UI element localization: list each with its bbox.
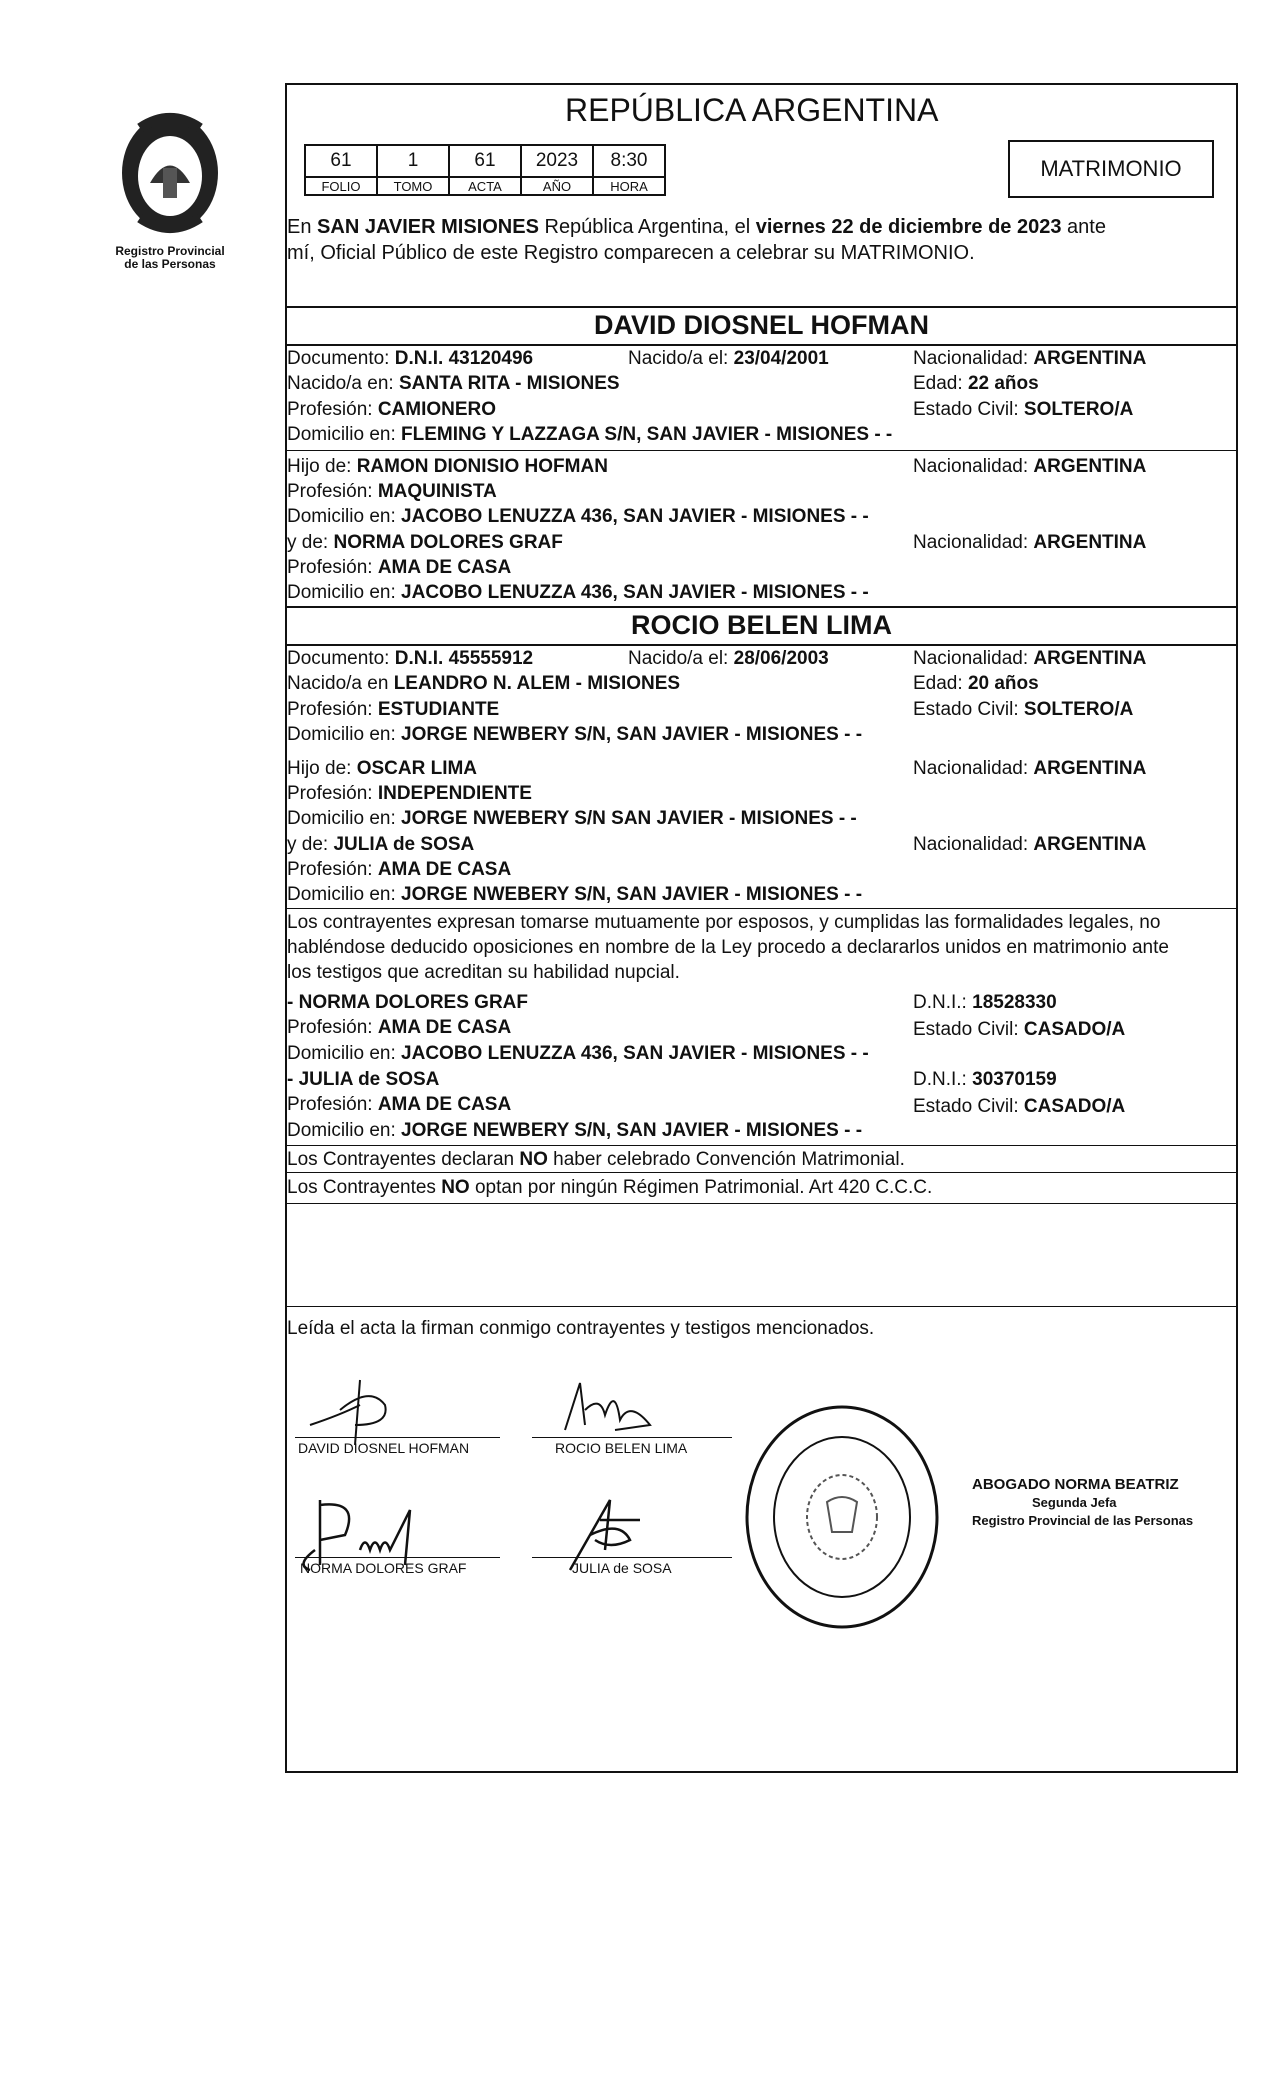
spouse2-father-profession: Profesión: INDEPENDIENTE	[287, 783, 532, 804]
spouse1-profession: Profesión: CAMIONERO	[287, 399, 497, 420]
spouse1-mother-nat: Nacionalidad: ARGENTINA	[913, 532, 1147, 553]
spouse1-doc: Documento: D.N.I. 43120496	[287, 348, 534, 369]
folio-value: 61	[305, 145, 377, 177]
spouse2-born: Nacido/a el: 28/06/2003	[628, 648, 829, 669]
spouse2-mother-nat: Nacionalidad: ARGENTINA	[913, 834, 1147, 855]
spouse2-signature-line	[532, 1437, 732, 1438]
witness1-signature-label: NORMA DOLORES GRAF	[300, 1560, 467, 1576]
province-emblem-icon	[105, 108, 235, 238]
witness2-signature-label: JULIA de SOSA	[572, 1560, 672, 1576]
year-caption: AÑO	[521, 177, 593, 195]
spouse2-signature-icon	[555, 1375, 665, 1440]
witness1-profession: Profesión: AMA DE CASA	[287, 1017, 512, 1038]
spouse1-name: DAVID DIOSNEL HOFMAN	[593, 310, 929, 340]
witness2-dni: D.N.I.: 30370159	[913, 1069, 1057, 1090]
divider	[285, 908, 1238, 909]
witness1-name: - NORMA DOLORES GRAF	[287, 992, 529, 1013]
spouse2-mother-profession: Profesión: AMA DE CASA	[287, 859, 512, 880]
hour-value: 8:30	[593, 145, 665, 177]
witness2-address: Domicilio en: JORGE NEWBERY S/N, SAN JAVIER - MISIONES - -	[287, 1120, 863, 1141]
declaration-line-2: habléndose deducido oposiciones en nombre de la Ley procedo a declararlos unidos en matrimonio ante	[287, 937, 1169, 958]
tomo-value: 1	[377, 145, 449, 177]
year-value: 2023	[521, 145, 593, 177]
officer-stamp	[972, 1476, 1193, 1530]
spouse2-civil: Estado Civil: SOLTERO/A	[913, 699, 1134, 720]
regime-line-2: Los Contrayentes NO optan por ningún Régimen Patrimonial. Art 420 C.C.C.	[287, 1177, 933, 1198]
intro-line-1: En SAN JAVIER MISIONES República Argentina, el viernes 22 de diciembre de 2023 ante	[287, 216, 1106, 238]
spouse2-address: Domicilio en: JORGE NEWBERY S/N, SAN JAVIER - MISIONES - -	[287, 724, 863, 745]
folio-caption: FOLIO	[305, 177, 377, 195]
declaration-line-1: Los contrayentes expresan tomarse mutuamente por esposos, y cumplidas las formalidades legales, no	[287, 912, 1161, 933]
divider	[285, 1172, 1238, 1173]
act-type-box	[1008, 140, 1214, 198]
spouse1-born: Nacido/a el: 23/04/2001	[628, 348, 829, 369]
spouse1-signature-icon	[300, 1375, 420, 1450]
divider	[285, 450, 1238, 451]
spouse2-father-address: Domicilio en: JORGE NWEBERY S/N SAN JAVIER - MISIONES - -	[287, 808, 857, 829]
hour-caption: HORA	[593, 177, 665, 195]
spouse2-father-nat: Nacionalidad: ARGENTINA	[913, 758, 1147, 779]
spouse1-address: Domicilio en: FLEMING Y LAZZAGA S/N, SAN JAVIER - MISIONES - -	[287, 424, 893, 445]
spouse2-profession: Profesión: ESTUDIANTE	[287, 699, 500, 720]
spouse1-civil: Estado Civil: SOLTERO/A	[913, 399, 1134, 420]
spouse1-nat: Nacionalidad: ARGENTINA	[913, 348, 1147, 369]
spouse2-signature-label: ROCIO BELEN LIMA	[555, 1440, 688, 1456]
spouse1-mother: y de: NORMA DOLORES GRAF	[287, 532, 563, 553]
spouse1-signature-label: DAVID DIOSNEL HOFMAN	[298, 1440, 470, 1456]
divider	[285, 1306, 1238, 1307]
divider	[285, 344, 1238, 346]
country-title: REPÚBLICA ARGENTINA	[565, 92, 939, 128]
spouse1-mother-profession: Profesión: AMA DE CASA	[287, 557, 512, 578]
witness1-civil: Estado Civil: CASADO/A	[913, 1019, 1126, 1040]
registry-logo	[105, 108, 235, 278]
acta-value: 61	[449, 145, 521, 177]
spouse1-father-address: Domicilio en: JACOBO LENUZZA 436, SAN JAVIER - MISIONES - -	[287, 506, 869, 527]
spouse2-nat: Nacionalidad: ARGENTINA	[913, 648, 1147, 669]
tomo-caption: TOMO	[377, 177, 449, 195]
spouse2-father: Hijo de: OSCAR LIMA	[287, 758, 478, 779]
divider	[285, 644, 1238, 646]
witness1-signature-line	[295, 1557, 500, 1558]
spouse2-doc: Documento: D.N.I. 45555912	[287, 648, 534, 669]
logo-caption: Registro Provincial de las Personas	[115, 244, 225, 271]
spouse2-mother: y de: JULIA de SOSA	[287, 834, 475, 855]
witness2-signature-line	[532, 1557, 732, 1558]
regime-line-1: Los Contrayentes declaran NO haber celebrado Convención Matrimonial.	[287, 1149, 905, 1170]
acta-caption: ACTA	[449, 177, 521, 195]
officer-stamp-line-1: ABOGADO NORMA BEATRIZ	[972, 1476, 1179, 1493]
witness1-address: Domicilio en: JACOBO LENUZZA 436, SAN JAVIER - MISIONES - -	[287, 1043, 869, 1064]
officer-stamp-line-2: Segunda Jefa	[1032, 1495, 1117, 1510]
spouse1-mother-address: Domicilio en: JACOBO LENUZZA 436, SAN JAVIER - MISIONES - -	[287, 582, 869, 603]
closing-text: Leída el acta la firman conmigo contrayentes y testigos mencionados.	[287, 1318, 875, 1339]
spouse1-father: Hijo de: RAMON DIONISIO HOFMAN	[287, 456, 608, 477]
intro-line-2: mí, Oficial Público de este Registro comparecen a celebrar su MATRIMONIO.	[287, 242, 975, 264]
declaration-line-3: los testigos que acreditan su habilidad nupcial.	[287, 962, 680, 983]
spouse1-signature-line	[295, 1437, 500, 1438]
spouse2-name: ROCIO BELEN LIMA	[631, 610, 892, 640]
registry-numbers-table	[304, 144, 666, 196]
divider	[285, 306, 1238, 308]
spouse1-father-nat: Nacionalidad: ARGENTINA	[913, 456, 1147, 477]
divider	[285, 1145, 1238, 1146]
divider	[285, 606, 1238, 608]
witness2-name: - JULIA de SOSA	[287, 1069, 440, 1090]
act-type-label: MATRIMONIO	[1040, 156, 1182, 181]
officer-stamp-line-3: Registro Provincial de las Personas	[972, 1513, 1194, 1528]
witness1-dni: D.N.I.: 18528330	[913, 992, 1057, 1013]
witness2-civil: Estado Civil: CASADO/A	[913, 1096, 1126, 1117]
spouse2-mother-address: Domicilio en: JORGE NWEBERY S/N, SAN JAVIER - MISIONES - -	[287, 884, 863, 905]
registry-seal-icon	[742, 1402, 942, 1632]
spouse2-birthplace: Nacido/a en LEANDRO N. ALEM - MISIONES	[287, 673, 681, 694]
witness2-profession: Profesión: AMA DE CASA	[287, 1094, 512, 1115]
spouse1-age: Edad: 22 años	[913, 373, 1039, 394]
spouse2-age: Edad: 20 años	[913, 673, 1039, 694]
spouse1-birthplace: Nacido/a en: SANTA RITA - MISIONES	[287, 373, 620, 394]
spouse1-father-profession: Profesión: MAQUINISTA	[287, 481, 497, 502]
divider	[285, 1203, 1238, 1204]
